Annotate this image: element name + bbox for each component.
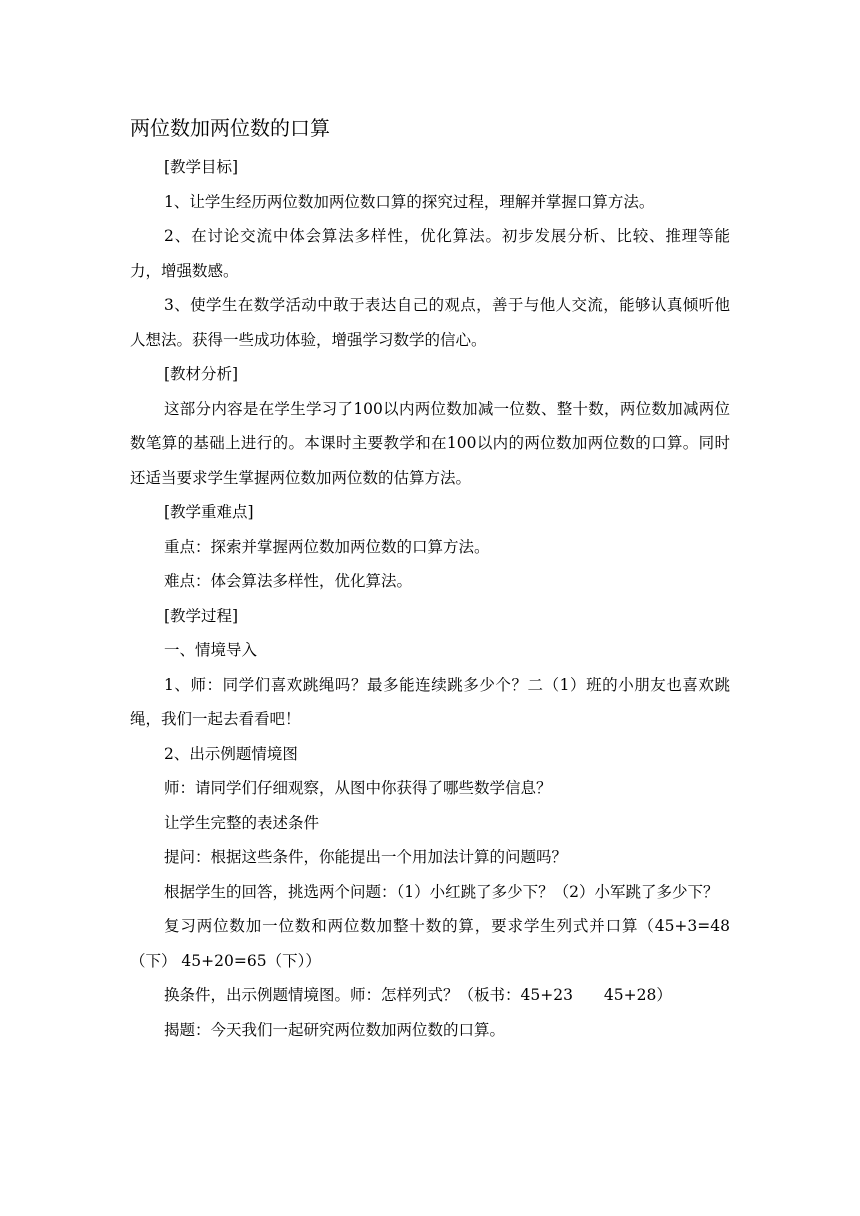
heading-teaching-goals: [教学目标] [164, 158, 239, 176]
heading-teaching-process: [教学过程] [164, 606, 239, 625]
reveal-topic: 揭题：今天我们一起研究两位数加两位数的口算。 [164, 1020, 506, 1039]
material-analysis-text: 这部分内容是在学生学习了100以内两位数加减一位数、整十数，两位数加减两位数笔算的基础上进行的。本课时主要教学和在100以内的两位数加两位数的口算。同时还适当要求学生掌握两位数加两位数的估算方法。 [130, 399, 730, 487]
goal-item-2: 2、在讨论交流中体会算法多样性，优化算法。初步发展分析、比较、推理等能力，增强数感。 [130, 227, 730, 280]
goal-item-1: 1、让学生经历两位数加两位数口算的探究过程，理解并掌握口算方法。 [164, 192, 655, 211]
teacher-question: 师：请同学们仔细观察，从图中你获得了哪些数学信息？ [164, 779, 552, 797]
student-statement: 让学生完整的表述条件 [164, 813, 320, 832]
goal-item-3: 3、使学生在数学活动中敢于表达自己的观点，善于与他人交流，能够认真倾听他人想法。获得一些成功体验，增强学习数学的信心。 [130, 296, 730, 349]
change-condition: 换条件，出示例题情境图。师：怎样列式？（板书：45+23 45+28） [164, 986, 672, 1004]
select-questions: 根据学生的回答，挑选两个问题：（1）小红跳了多少下？（2）小军跳了多少下？ [164, 882, 719, 901]
difficult-point-text: 难点：体会算法多样性，优化算法。 [164, 572, 413, 590]
question-prompt: 提问：根据这些条件，你能提出一个用加法计算的问题吗？ [164, 848, 568, 866]
section-situation-intro: 一、情境导入 [164, 641, 258, 659]
heading-material-analysis: [教材分析] [164, 365, 239, 383]
process-step-1: 1、师：同学们喜欢跳绳吗？最多能连续跳多少个？二（1）班的小朋友也喜欢跳绳，我们一起去看看吧！ [130, 675, 730, 728]
key-point-text: 重点：探索并掌握两位数加两位数的口算方法。 [164, 537, 490, 556]
heading-key-difficult-points: [教学重难点] [164, 503, 254, 521]
process-step-2: 2、出示例题情境图 [164, 744, 298, 763]
document-title: 两位数加两位数的口算 [130, 116, 330, 140]
document-body [130, 112, 730, 1047]
review-calculation: 复习两位数加一位数和两位数加整十数的算，要求学生列式并口算（45+3=48（下） 45+20=65（下）） [130, 917, 730, 970]
